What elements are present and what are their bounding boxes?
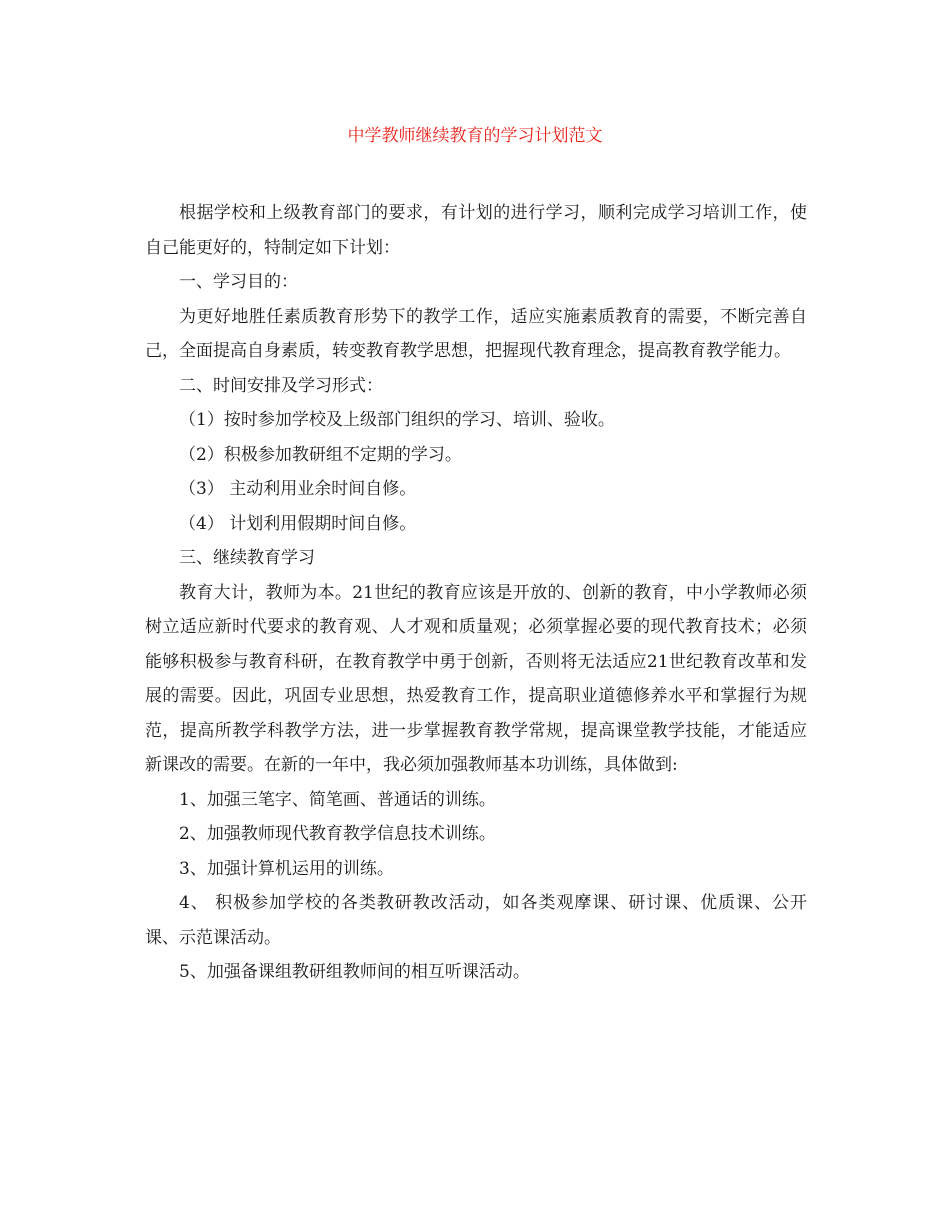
list-item: （3） 主动利用业余时间自修。	[179, 479, 417, 499]
heading-schedule: 二、时间安排及学习形式：	[179, 375, 383, 396]
document-body	[145, 196, 807, 990]
list-item: （1）按时参加学校及上级部门组织的学习、培训、验收。	[179, 410, 615, 430]
paragraph-intro: 根据学校和上级教育部门的要求，有计划的进行学习，顺利完成学习培训工作，使自己能更好的，特制定如下计划：	[145, 203, 807, 258]
list-item: 3、加强计算机运用的训练。	[179, 858, 394, 879]
list-item: 4、 积极参加学校的各类教研教改活动，如各类观摩课、研讨课、优质课、公开课、示范课活动。	[145, 893, 807, 948]
paragraph-goal: 为更好地胜任素质教育形势下的教学工作，适应实施素质教育的需要，不断完善自己，全面提高自身素质，转变教育教学思想，把握现代教育理念，提高教育教学能力。	[145, 306, 807, 361]
document-title: 中学教师继续教育的学习计划范文	[347, 126, 603, 146]
heading-continuing-education: 三、继续教育学习	[179, 548, 315, 568]
list-item: 5、加强备课组教研组教师间的相互听课活动。	[179, 962, 530, 982]
paragraph-education: 教育大计，教师为本。21世纪的教育应该是开放的、创新的教育，中小学教师必须树立适应新时代要求的教育观、人才观和质量观；必须掌握必要的现代教育技术；必须能够积极参与教育科研，在教育教学中勇于创新，否则将无法适应21世纪教育改革和发展的需要。因此，巩固专业思想，热爱教育工作，提高职业道德修养水平和掌握行为规范，提高所教学科教学方法，进一步掌握教育教学常规，提高课堂教学技能，才能适应新课改的需要。在新的一年中，我必须加强教师基本功训练，具体做到:	[145, 582, 807, 775]
list-item: 1、加强三笔字、简笔画、普通话的训练。	[179, 789, 496, 810]
list-item: （4） 计划利用假期时间自修。	[179, 513, 417, 534]
list-item: 2、加强教师现代教育教学信息技术训练。	[179, 824, 496, 844]
heading-learning-goal: 一、学习目的：	[179, 272, 298, 292]
list-item: （2）积极参加教研组不定期的学习。	[179, 444, 462, 465]
